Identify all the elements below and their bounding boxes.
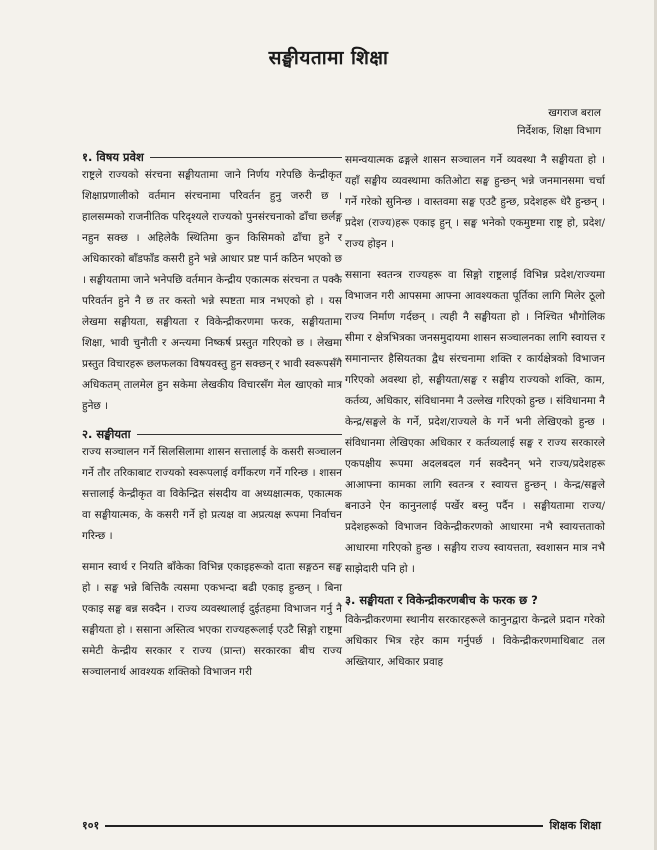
section-heading-text: १. विषय प्रवेश	[82, 150, 144, 164]
paragraph: राष्ट्रले राज्यको संरचना सङ्घीयतामा जाने निर्णय गरेपछि केन्द्रीकृत शिक्षाप्रणालीको वर्तमान संरचनामा परिवर्तन हुनु जरुरी छ । हालसम्मको राजनीतिक परिदृश्यले राज्यको पुनसंरचनाको ढाँचा छर्लङ्ग नहुन सक्छ । अहिलेकै स्थितिमा कुन किसिमको ढाँचा हुने र अधिकारको बाँडफाँड कसरी हुने भन्ने आधार प्रष्ट पार्न कठिन भएको छ । सङ्घीयतामा जाने भनेपछि वर्तमान केन्द्रीय एकात्मक संरचना त पक्कै परिवर्तन हुने नै छ तर कस्तो भन्ने स्पष्टता मात्र नभएको हो । यस लेखमा सङ्घीयता, सङ्घीयता र विकेन्द्रीकरणमा फरक, सङ्घीयतामा शिक्षा, भावी चुनौती र अन्त्यमा निष्कर्ष प्रस्तुत गरिएको छ । लेखमा प्रस्तुत विचारहरू छलफलका विषयवस्तु हुन सक्छन् र भावी स्वरूपसँगै अधिकतम् तालमेल हुन सकेमा लेखकीय विचारसँग मेल खाएको मात्र हुनेछ ।	[82, 169, 342, 412]
section-heading-difference	[345, 590, 605, 610]
page-number: १०१	[82, 819, 100, 832]
author-role: निर्देशक, शिक्षा विभाग	[516, 125, 601, 137]
section-heading-text: २. सङ्घीयता	[82, 427, 131, 441]
paragraph: समन्वयात्मक ढङ्गले शासन सञ्चालन गर्ने व्यवस्था नै सङ्घीयता हो । यहाँ सङ्घीय व्यवस्थामा कतिओटा सङ्घ हुन्छन् भन्ने जनमानसमा चर्चा गर्ने गरेको सुनिन्छ । वास्तवमा सङ्घ एउटै हुन्छ, प्रदेशहरू धेरै हुन्छन् । प्रदेश (राज्य)हरू एकाइ हुन् । सङ्घ भनेको एकमुष्टमा राष्ट्र हो, प्रदेश/राज्य होइन ।	[345, 154, 605, 250]
right-column	[345, 150, 605, 673]
paragraph: विकेन्द्रीकरणमा स्थानीय सरकारहरूले कानुनद्वारा केन्द्रले प्रदान गरेको अधिकार भित्र रहेर काम गर्नुपर्छ । विकेन्द्रीकरणमाथिबाट तल अख्तियार, अधिकार प्रवाह	[345, 614, 605, 668]
publication-name: शिक्षक शिक्षा	[549, 819, 601, 832]
heading-rule	[137, 434, 342, 435]
section-heading-text: ३. सङ्घीयता र विकेन्द्रीकरणबीच के फरक छ ?	[345, 593, 538, 607]
paragraph: ससाना स्वतन्त्र राज्यहरू वा सिङ्गो राष्ट्रलाई विभिन्न प्रदेश/राज्यमा विभाजन गरी आपसमा आफ्ना आवश्यकता पूर्तिका लागि मिलेर ठूलो राज्य निर्माण गर्दछन् । त्यही नै सङ्घीयता हो । निश्चित भौगोलिक सीमा र क्षेत्रभित्रका जनसमुदायमा शासन सञ्चालनका लागि स्वायत्त र समानान्तर हैसियतका द्वैध संरचनामा शक्ति र कार्यक्षेत्रको विभाजन गरिएको अवस्था हो, सङ्घीयता/सङ्घ र सङ्घीय राज्यको शक्ति, काम, कर्तव्य, अधिकार, संविधानमा नै उल्लेख गरिएको हुन्छ । संविधानमा नै केन्द्र/सङ्घले के गर्ने, प्रदेश/राज्यले के गर्ने भनी लेखिएको हुन्छ । संविधानमा लेखिएका अधिकार र कर्तव्यलाई सङ्घ र राज्य सरकारले एकपक्षीय रूपमा अदलबदल गर्न सक्दैनन् भने राज्य/प्रदेशहरू आआफ्ना कामका लागि स्वतन्त्र र स्वायत्त हुन्छन् । केन्द्र/सङ्घले बनाउने ऐन कानुनलाई पर्खेर बस्नु पर्दैन । सङ्घीयतामा राज्य/प्रदेशहरूको विभाजन विकेन्द्रीकरणको आधारमा नभै स्वायत्तताको आधारमा गरिएको हुन्छ । सङ्घीय राज्य स्वायत्तता, स्वशासन मात्र नभै साझेदारी पनि हो ।	[345, 269, 605, 575]
left-column	[82, 150, 342, 683]
footer-rule	[105, 825, 543, 827]
heading-rule	[150, 157, 342, 158]
section-heading-federalism	[82, 427, 342, 442]
paragraph: राज्य सञ्चालन गर्ने सिलसिलामा शासन सत्तालाई के कसरी सञ्चालन गर्ने तौर तरिकाबाट राज्यको स्वरूपलाई वर्गीकरण गर्ने गरिन्छ । शासन सत्तालाई केन्द्रीकृत वा विकेन्द्रित संसदीय वा अध्यक्षात्मक, एकात्मक वा सङ्घीयात्मक, के कसरी गर्ने हो प्रत्यक्ष वा अप्रत्यक्ष रूपमा निर्वाचन गरिन्छ ।	[82, 446, 342, 542]
author-name: खगराज बराल	[548, 107, 601, 119]
section-heading-intro	[82, 150, 342, 165]
page-footer	[82, 818, 601, 833]
article-title: सङ्घीयतामा शिक्षा	[268, 47, 389, 69]
paragraph: समान स्वार्थ र नियति बाँकेका विभिन्न एकाइहरूको दाता सङ्गठन सङ्घ हो । सङ्घ भन्ने बित्तिकै त्यसमा एकभन्दा बढी एकाइ हुन्छन् । बिना एकाइ सङ्घ बन्न सक्दैन । राज्य व्यवस्थालाई दुईतहमा विभाजन गर्नु नै सङ्घीयता हो । ससाना अस्तित्व भएका राज्यहरूलाई एउटै सिङ्गो राष्ट्रमा समेटी केन्द्रीय सरकार र राज्य (प्रान्त) सरकारका बीच राज्य सञ्चालनार्थ आवश्यक शक्तिको विभाजन गरी	[82, 561, 342, 678]
